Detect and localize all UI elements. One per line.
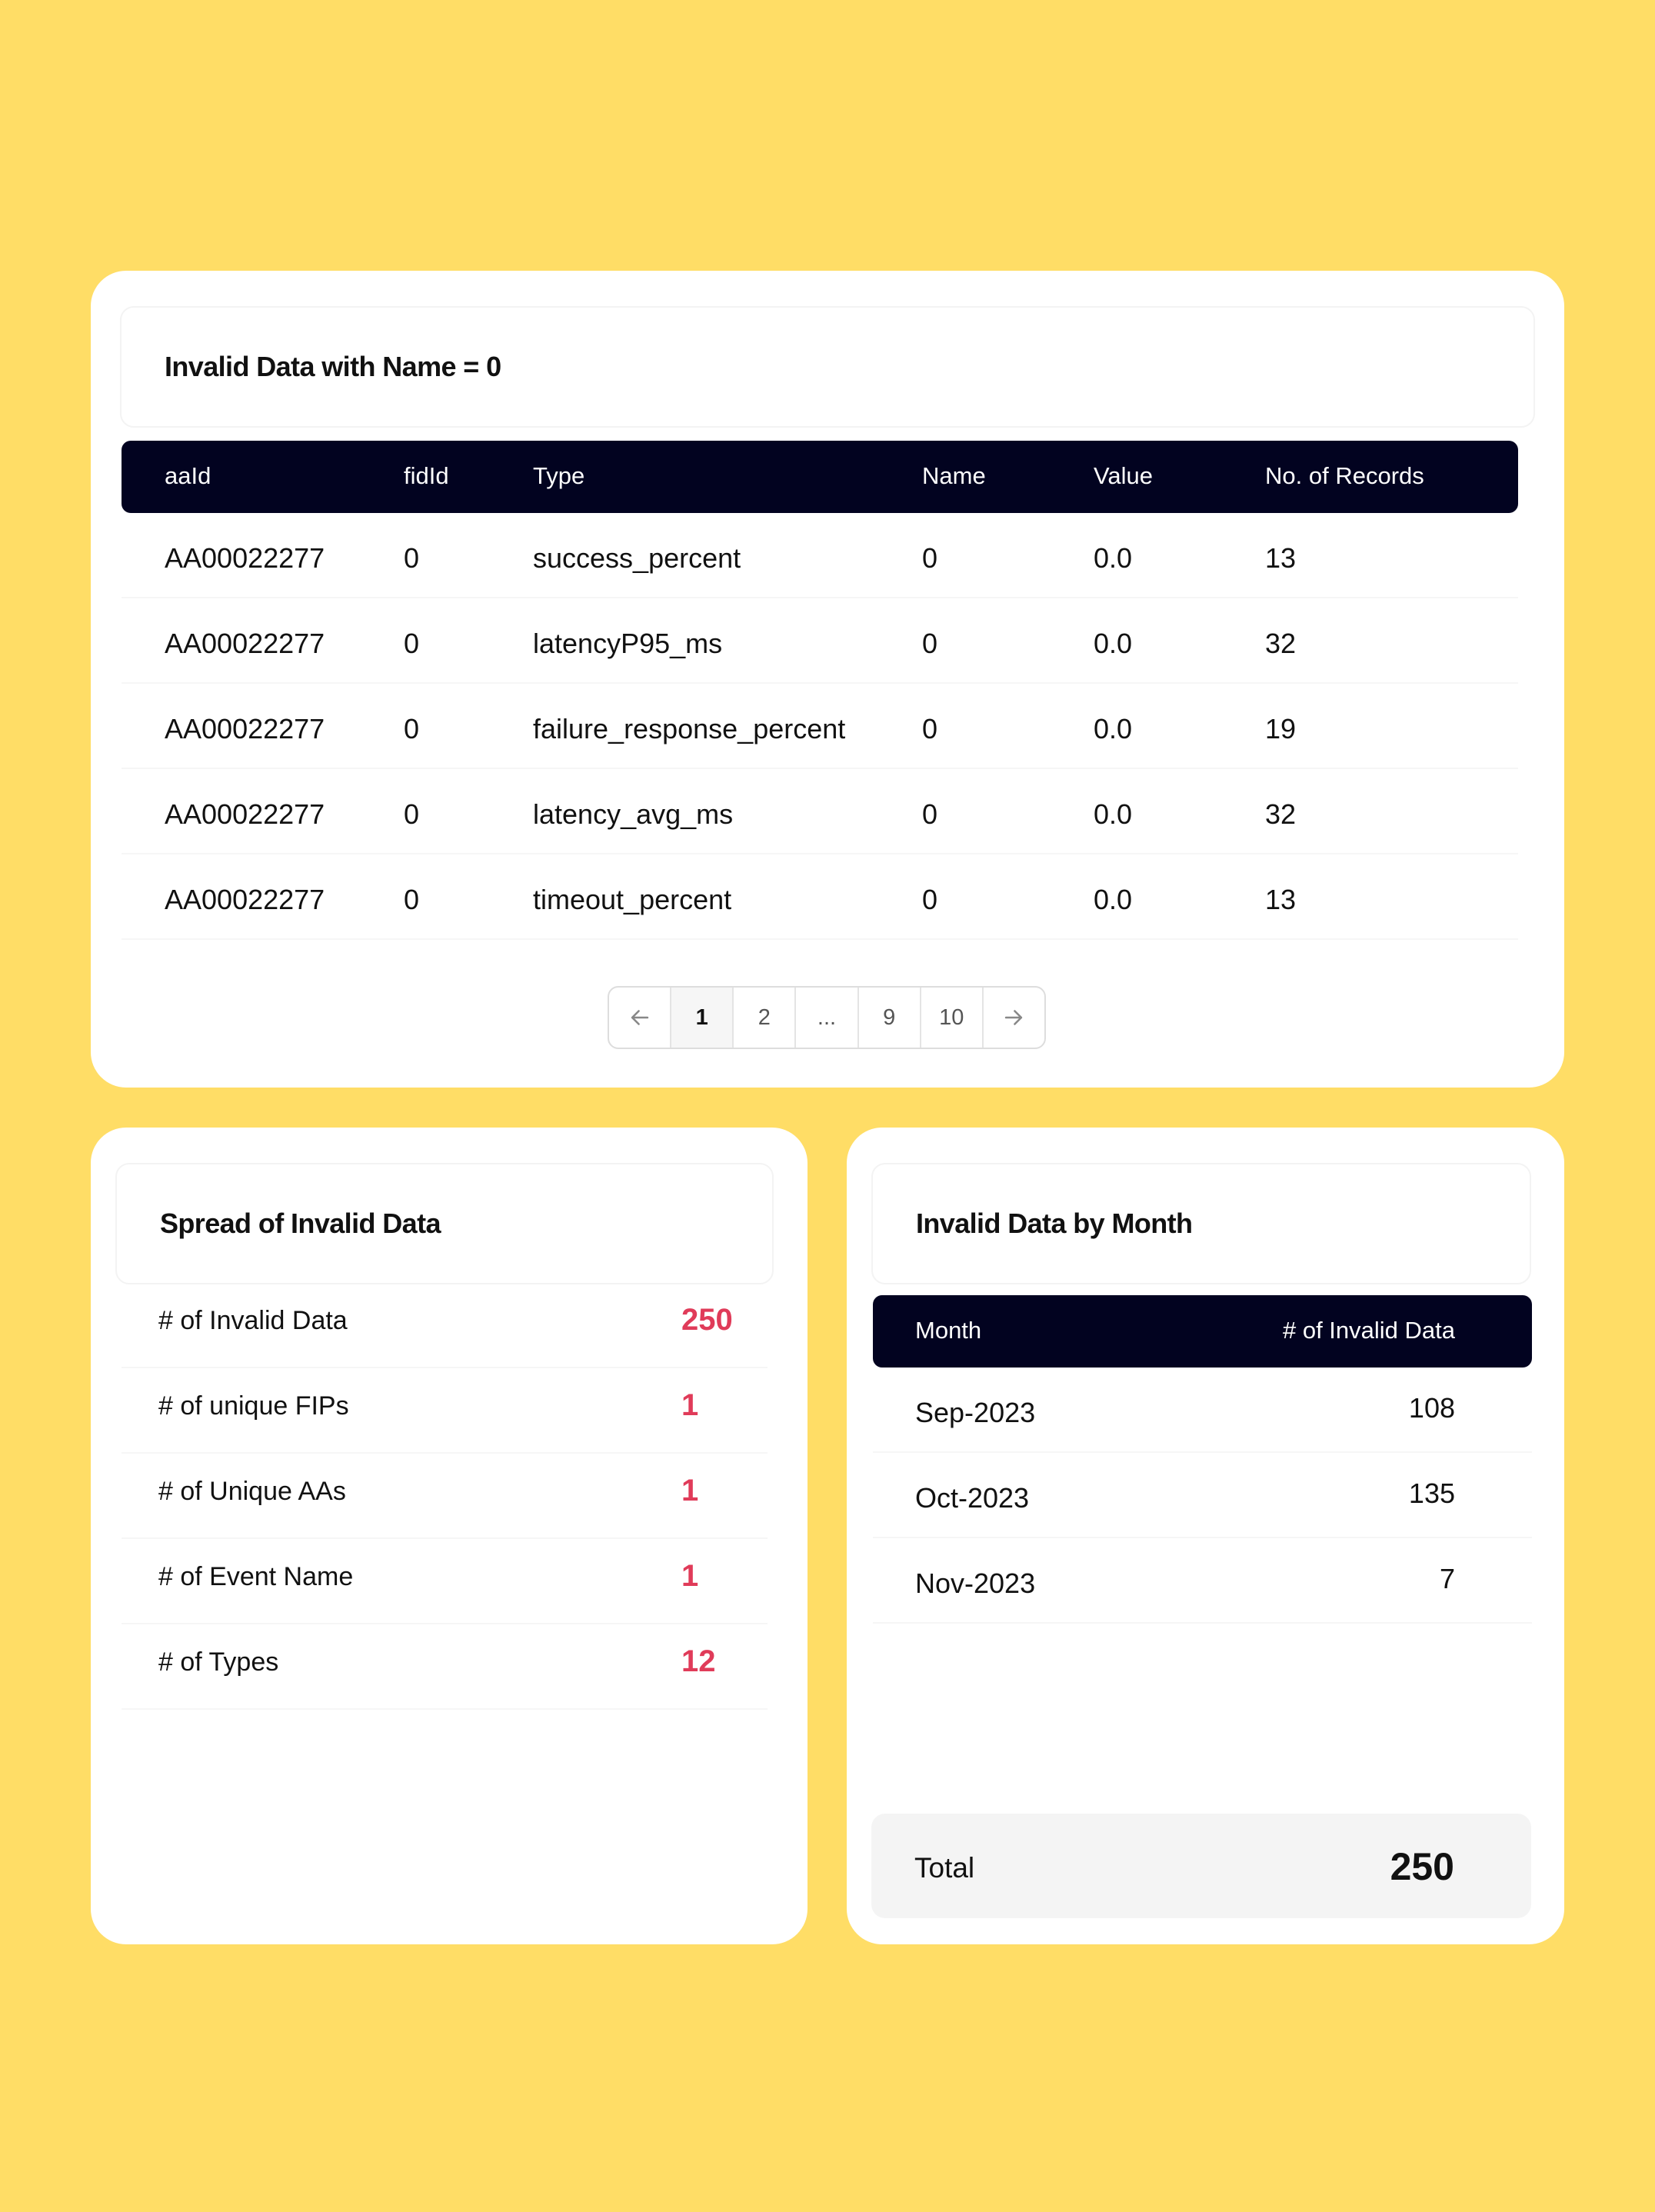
pagination <box>608 986 1046 1049</box>
cell-records: 32 <box>1265 798 1297 830</box>
cell-type: latency_avg_ms <box>533 798 734 830</box>
pagination-ellipsis[interactable]: ... <box>796 988 858 1048</box>
stat-label: # of Invalid Data <box>158 1306 348 1335</box>
by-month-title: Invalid Data by Month <box>871 1163 1531 1284</box>
pagination-page-9[interactable]: 9 <box>859 988 921 1048</box>
cell-records: 13 <box>1265 542 1297 574</box>
column-header-records[interactable]: No. of Records <box>1265 462 1424 489</box>
cell-fidid: 0 <box>404 628 420 659</box>
pagination-next-button[interactable] <box>984 988 1044 1048</box>
table-row[interactable] <box>122 684 1518 769</box>
arrow-right-icon <box>1001 1004 1027 1031</box>
stat-label: # of Unique AAs <box>158 1477 346 1506</box>
cell-name: 0 <box>922 798 938 830</box>
table-row[interactable] <box>122 769 1518 854</box>
column-header-month[interactable]: Month <box>915 1317 982 1344</box>
cell-type: failure_response_percent <box>533 713 846 745</box>
cell-count: 108 <box>1408 1392 1455 1424</box>
cell-aaid: AA00022277 <box>165 628 325 659</box>
cell-aaid: AA00022277 <box>165 542 325 574</box>
cell-value: 0.0 <box>1094 798 1133 830</box>
total-summary <box>871 1814 1531 1918</box>
stat-label: # of Event Name <box>158 1562 354 1591</box>
cell-aaid: AA00022277 <box>165 713 325 745</box>
table-row[interactable] <box>122 854 1518 940</box>
column-header-type[interactable]: Type <box>533 462 585 489</box>
cell-aaid: AA00022277 <box>165 798 325 830</box>
by-month-table-header <box>873 1295 1532 1368</box>
cell-records: 19 <box>1265 713 1297 745</box>
total-label: Total <box>914 1852 975 1884</box>
column-header-value[interactable]: Value <box>1094 462 1153 489</box>
cell-type: success_percent <box>533 542 741 574</box>
cell-name: 0 <box>922 628 938 659</box>
cell-value: 0.0 <box>1094 884 1133 915</box>
cell-value: 0.0 <box>1094 542 1133 574</box>
cell-fidid: 0 <box>404 542 420 574</box>
cell-type: timeout_percent <box>533 884 732 915</box>
stat-label: # of unique FIPs <box>158 1391 349 1421</box>
invalid-data-card <box>91 271 1564 1088</box>
cell-month: Nov-2023 <box>915 1567 1036 1599</box>
column-header-name[interactable]: Name <box>922 462 986 489</box>
pagination-page-2[interactable]: 2 <box>734 988 796 1048</box>
table-row[interactable] <box>873 1538 1532 1624</box>
cell-value: 0.0 <box>1094 628 1133 659</box>
cell-type: latencyP95_ms <box>533 628 723 659</box>
list-item <box>122 1368 768 1454</box>
list-item <box>122 1539 768 1624</box>
cell-name: 0 <box>922 884 938 915</box>
cell-count: 7 <box>1439 1563 1455 1594</box>
stat-value: 1 <box>681 1474 699 1507</box>
cell-fidid: 0 <box>404 884 420 915</box>
column-header-count[interactable]: # of Invalid Data <box>1282 1317 1455 1344</box>
table-row[interactable] <box>873 1368 1532 1453</box>
cell-records: 13 <box>1265 884 1297 915</box>
cell-month: Oct-2023 <box>915 1482 1030 1514</box>
list-item <box>122 1624 768 1710</box>
stat-label: # of Types <box>158 1647 279 1677</box>
table-row[interactable] <box>122 598 1518 684</box>
cell-aaid: AA00022277 <box>165 884 325 915</box>
list-item <box>122 1283 768 1368</box>
cell-value: 0.0 <box>1094 713 1133 745</box>
cell-fidid: 0 <box>404 713 420 745</box>
by-month-card <box>847 1128 1564 1944</box>
stat-value: 250 <box>681 1303 733 1337</box>
cell-name: 0 <box>922 542 938 574</box>
cell-fidid: 0 <box>404 798 420 830</box>
cell-records: 32 <box>1265 628 1297 659</box>
cell-name: 0 <box>922 713 938 745</box>
stat-value: 12 <box>681 1644 716 1678</box>
spread-title: Spread of Invalid Data <box>115 1163 774 1284</box>
table-row[interactable] <box>122 513 1518 598</box>
pagination-page-1[interactable]: 1 <box>671 988 734 1048</box>
arrow-left-icon <box>627 1004 653 1031</box>
table-row[interactable] <box>873 1453 1532 1538</box>
total-value: 250 <box>1390 1845 1454 1888</box>
invalid-data-title: Invalid Data with Name = 0 <box>120 306 1535 428</box>
cell-count: 135 <box>1408 1477 1455 1509</box>
column-header-aaid[interactable]: aaId <box>165 462 211 489</box>
column-header-fidid[interactable]: fidId <box>404 462 449 489</box>
cell-month: Sep-2023 <box>915 1397 1036 1428</box>
pagination-page-10[interactable]: 10 <box>921 988 984 1048</box>
list-item <box>122 1454 768 1539</box>
stat-value: 1 <box>681 1388 699 1422</box>
spread-card <box>91 1128 808 1944</box>
pagination-prev-button[interactable] <box>609 988 671 1048</box>
stat-value: 1 <box>681 1559 699 1593</box>
invalid-data-table-header <box>122 441 1518 513</box>
